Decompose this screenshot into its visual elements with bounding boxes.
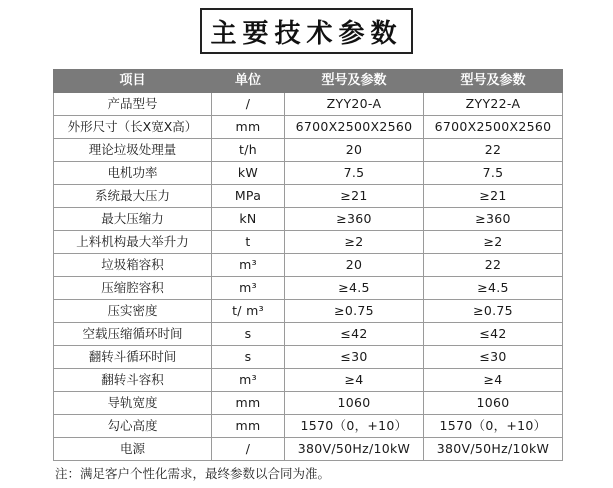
- cell-item: 空载压缩循环时间: [54, 323, 212, 346]
- cell-unit: m³: [212, 277, 285, 300]
- table-row: [54, 254, 563, 277]
- table-row: [54, 139, 563, 162]
- table-row: [54, 185, 563, 208]
- cell-model-a: ≥21: [285, 185, 424, 208]
- cell-model-a: ≥4: [285, 369, 424, 392]
- cell-unit: mm: [212, 392, 285, 415]
- cell-item: 勾心高度: [54, 415, 212, 438]
- cell-unit: mm: [212, 116, 285, 139]
- cell-model-b: ≥360: [424, 208, 563, 231]
- cell-item: 压实密度: [54, 300, 212, 323]
- cell-model-b: ≥2: [424, 231, 563, 254]
- cell-model-b: ≥21: [424, 185, 563, 208]
- cell-model-b: ZYY22-A: [424, 93, 563, 116]
- header-model-a: 型号及参数: [285, 70, 424, 93]
- cell-model-b: 6700X2500X2560: [424, 116, 563, 139]
- cell-model-b: 380V/50Hz/10kW: [424, 438, 563, 461]
- table-row: [54, 208, 563, 231]
- cell-item: 电机功率: [54, 162, 212, 185]
- cell-model-a: 7.5: [285, 162, 424, 185]
- page-title: 主要技术参数: [200, 8, 413, 54]
- header-model-b: 型号及参数: [424, 70, 563, 93]
- table-row: [54, 300, 563, 323]
- cell-model-a: ≤30: [285, 346, 424, 369]
- table-row: [54, 323, 563, 346]
- table-row: [54, 231, 563, 254]
- cell-item: 理论垃圾处理量: [54, 139, 212, 162]
- cell-model-b: 1570（0，+10）: [424, 415, 563, 438]
- cell-model-a: 20: [285, 139, 424, 162]
- table-row: [54, 116, 563, 139]
- cell-item: 电源: [54, 438, 212, 461]
- cell-item: 压缩腔容积: [54, 277, 212, 300]
- cell-unit: t: [212, 231, 285, 254]
- table-row: [54, 438, 563, 461]
- cell-item: 翻转斗循环时间: [54, 346, 212, 369]
- cell-model-b: ≤30: [424, 346, 563, 369]
- cell-unit: m³: [212, 369, 285, 392]
- table-header-row: [54, 70, 563, 93]
- cell-model-b: ≤42: [424, 323, 563, 346]
- cell-model-b: ≥4.5: [424, 277, 563, 300]
- cell-unit: s: [212, 346, 285, 369]
- cell-model-b: ≥0.75: [424, 300, 563, 323]
- table-row: [54, 415, 563, 438]
- cell-item: 外形尺寸（长X宽X高）: [54, 116, 212, 139]
- cell-item: 垃圾箱容积: [54, 254, 212, 277]
- cell-item: 翻转斗容积: [54, 369, 212, 392]
- cell-model-a: 380V/50Hz/10kW: [285, 438, 424, 461]
- header-unit: 单位: [212, 70, 285, 93]
- cell-model-a: 1060: [285, 392, 424, 415]
- cell-model-b: 1060: [424, 392, 563, 415]
- table-row: [54, 346, 563, 369]
- cell-model-b: ≥4: [424, 369, 563, 392]
- cell-model-a: ≤42: [285, 323, 424, 346]
- table-row: [54, 93, 563, 116]
- table-row: [54, 162, 563, 185]
- table-row: [54, 369, 563, 392]
- cell-model-a: ≥0.75: [285, 300, 424, 323]
- table-row: [54, 277, 563, 300]
- cell-item: 最大压缩力: [54, 208, 212, 231]
- cell-unit: /: [212, 438, 285, 461]
- cell-unit: MPa: [212, 185, 285, 208]
- cell-model-a: ≥360: [285, 208, 424, 231]
- cell-model-b: 22: [424, 254, 563, 277]
- cell-unit: kN: [212, 208, 285, 231]
- cell-unit: kW: [212, 162, 285, 185]
- footnote: 注：满足客户个性化需求，最终参数以合同为准。: [55, 466, 331, 481]
- cell-model-a: ZYY20-A: [285, 93, 424, 116]
- cell-unit: s: [212, 323, 285, 346]
- table-row: [54, 392, 563, 415]
- header-item: 项目: [54, 70, 212, 93]
- cell-model-a: 20: [285, 254, 424, 277]
- table-body: [54, 93, 563, 461]
- cell-model-a: 1570（0，+10）: [285, 415, 424, 438]
- cell-item: 系统最大压力: [54, 185, 212, 208]
- cell-unit: mm: [212, 415, 285, 438]
- cell-unit: t/h: [212, 139, 285, 162]
- cell-item: 产品型号: [54, 93, 212, 116]
- cell-model-b: 22: [424, 139, 563, 162]
- cell-model-a: 6700X2500X2560: [285, 116, 424, 139]
- cell-unit: /: [212, 93, 285, 116]
- cell-model-a: ≥2: [285, 231, 424, 254]
- cell-item: 上料机构最大举升力: [54, 231, 212, 254]
- cell-model-b: 7.5: [424, 162, 563, 185]
- cell-unit: m³: [212, 254, 285, 277]
- cell-item: 导轨宽度: [54, 392, 212, 415]
- cell-model-a: ≥4.5: [285, 277, 424, 300]
- cell-unit: t/ m³: [212, 300, 285, 323]
- spec-table: [53, 69, 563, 461]
